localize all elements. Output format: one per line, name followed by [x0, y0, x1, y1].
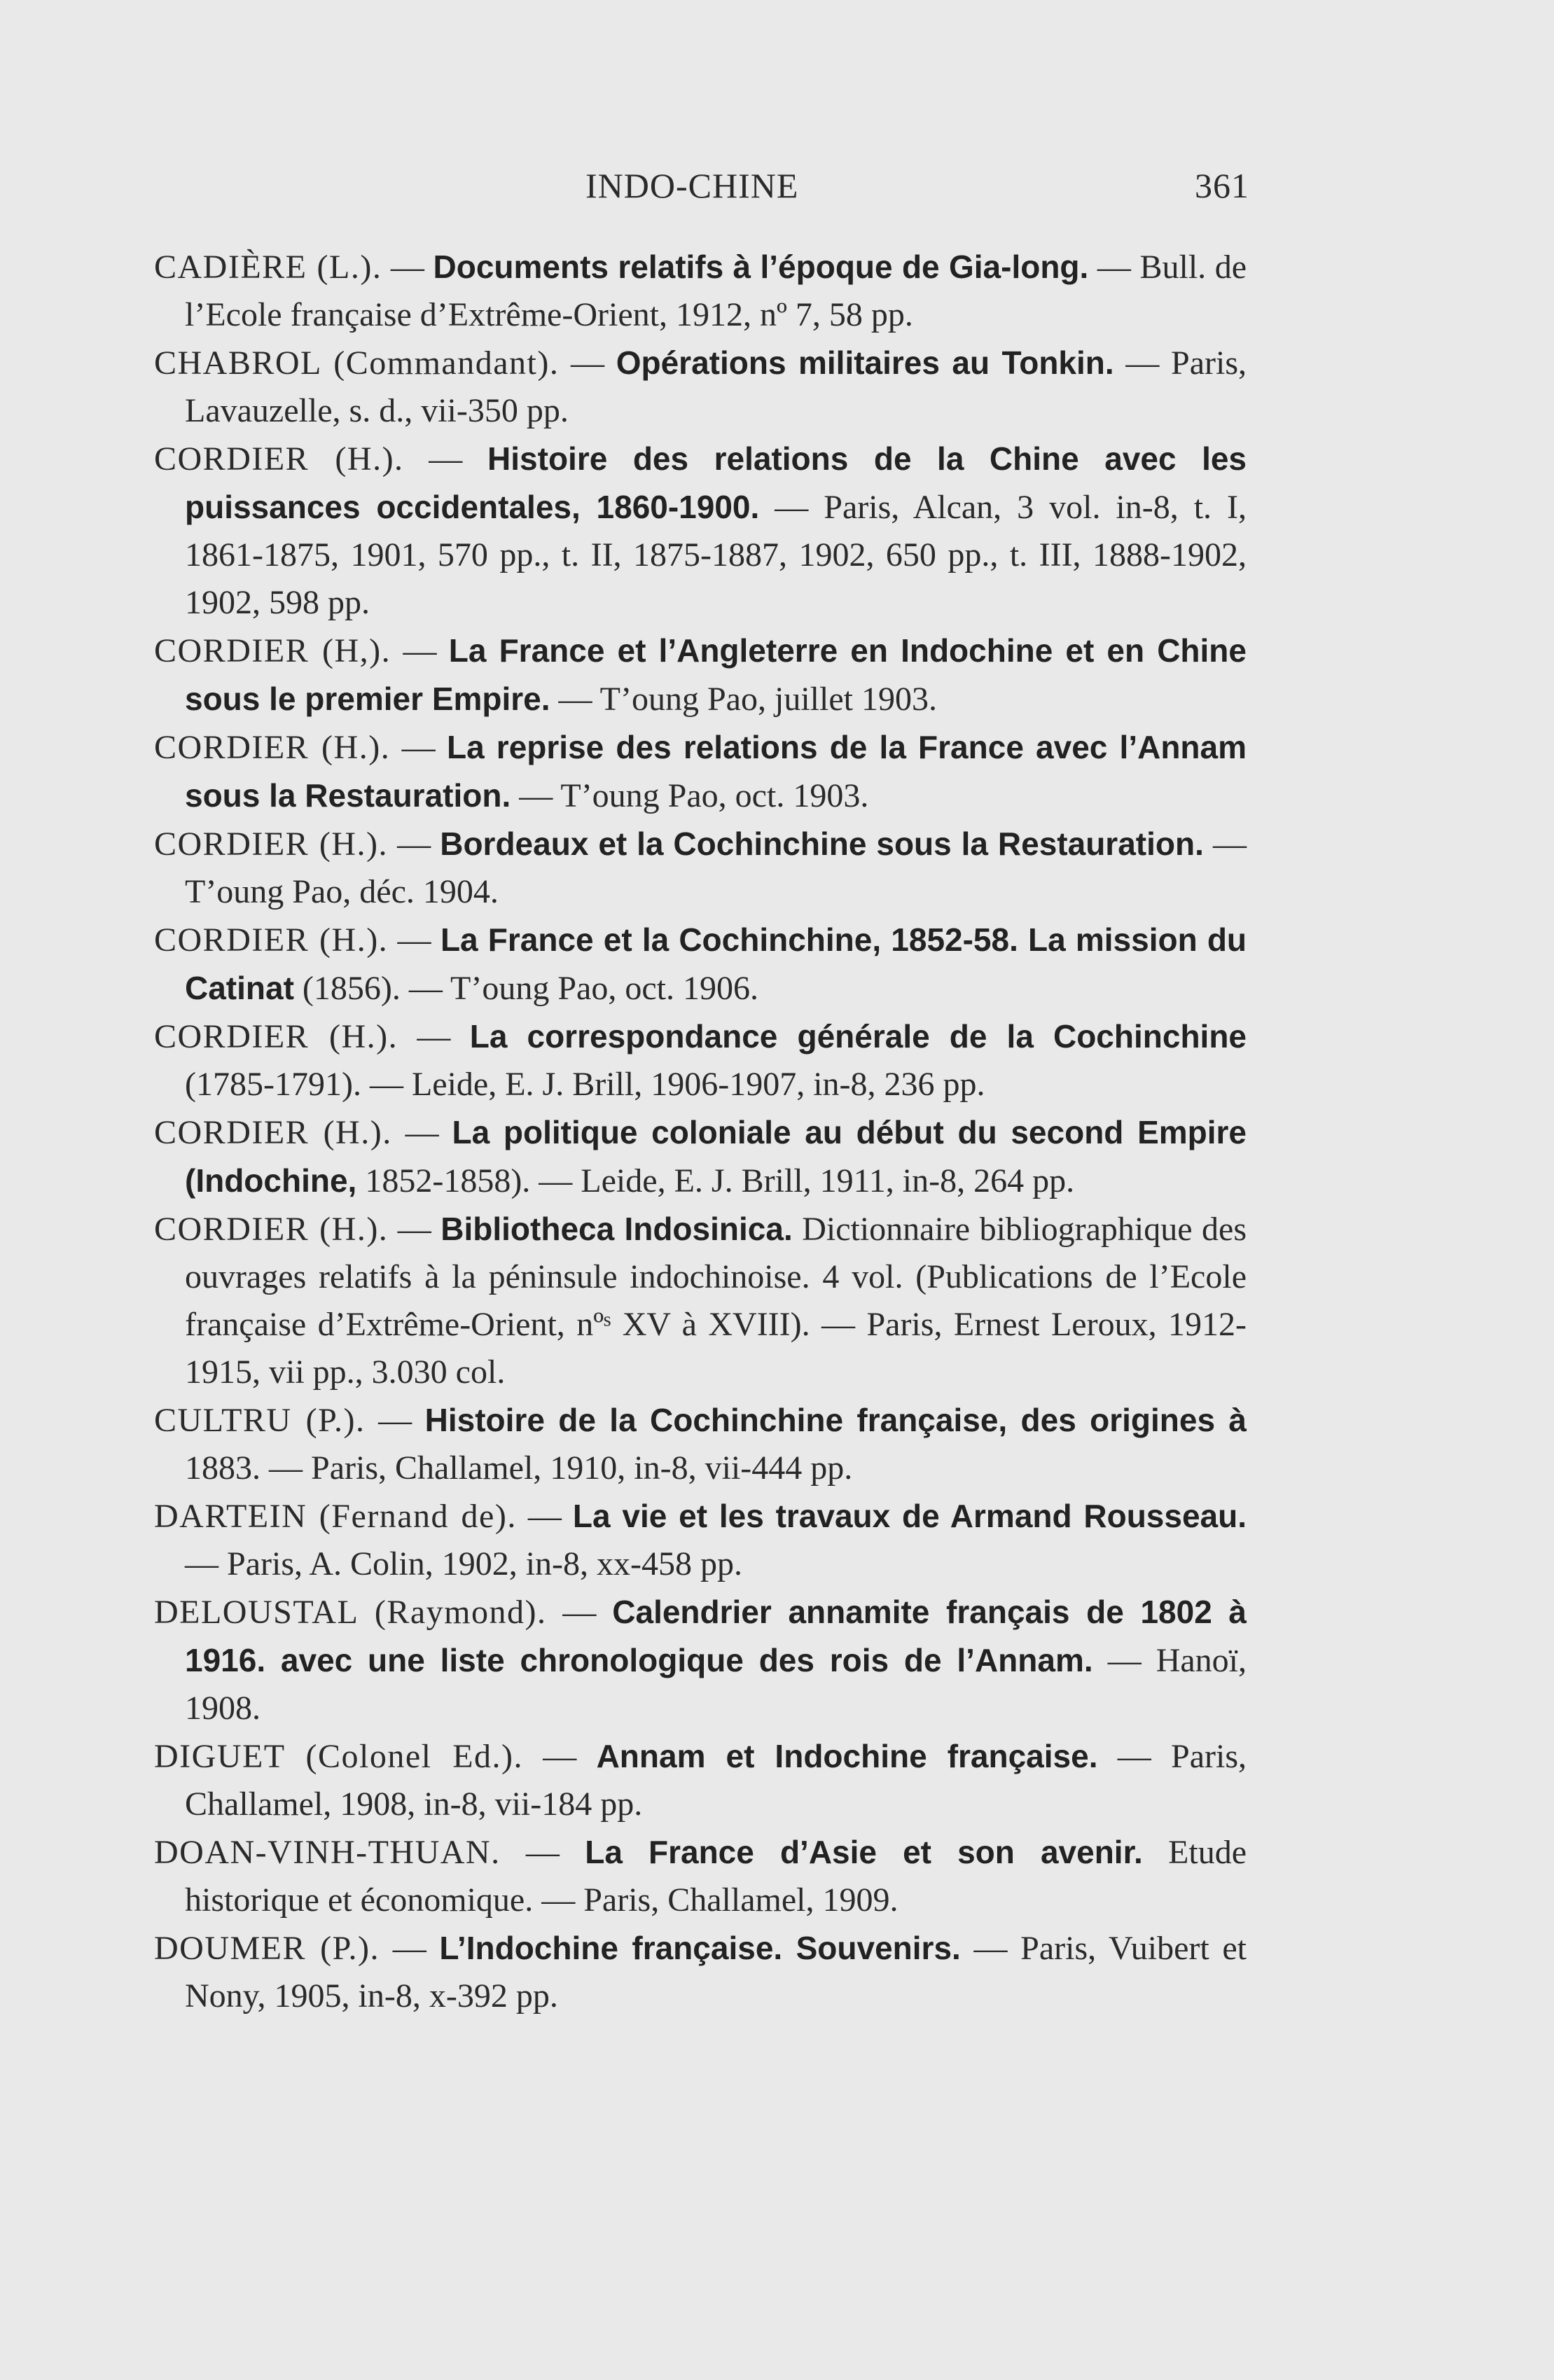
entry-author: CORDIER (H.).: [154, 440, 404, 478]
entry-publication: (1785-1791). — Leide, E. J. Brill, 1906-1907, in-8, 236 pp.: [185, 1066, 985, 1103]
entry-title: Opérations militaires au Tonkin.: [616, 345, 1114, 381]
entry-author: CORDIER (H.).: [154, 921, 389, 959]
entry-publication: — Paris, Challamel, 1908, in-8, vii-184 pp.: [185, 1738, 1247, 1823]
entry-author: CORDIER (H.).: [154, 826, 388, 863]
entry-publication: — T’oung Pao, déc. 1904.: [185, 826, 1247, 910]
entry-author: CULTRU (P.).: [154, 1402, 366, 1439]
entry-author: CORDIER (H.).: [154, 1018, 398, 1055]
entry-publication: — Paris, Lavauzelle, s. d., vii-350 pp.: [185, 345, 1247, 429]
entry-publication: — Paris, Vuibert et Nony, 1905, in-8, x-392 pp.: [185, 1930, 1247, 2014]
entry-publication: — Hanoï, 1908.: [185, 1642, 1247, 1727]
bibliography-entry: CORDIER (H.). — La France et la Cochinchine, 1852-58. La mission du Catinat (1856). — T’oung Pao, oct. 1906.: [154, 921, 1247, 1007]
entry-title: La correspondance générale de la Cochinchine: [469, 1018, 1247, 1055]
entry-publication: — Paris, Alcan, 3 vol. in-8, t. I, 1861-1875, 1901, 570 pp., t. II, 1875-1887, 1902, 650 pp., t. III, 1888-1902, 1902, 598 pp.: [185, 489, 1247, 621]
bibliography-entry: CULTRU (P.). — Histoire de la Cochinchine française, des origines à 1883. — Paris, Challamel, 1910, in-8, vii-444 pp.: [154, 1402, 1247, 1487]
entry-title: Documents relatifs à l’époque de Gia-long.: [433, 249, 1089, 285]
entry-author: CADIÈRE (L.).: [154, 249, 382, 286]
entry-title: La France et la Cochinchine, 1852-58. La mission du Catinat: [185, 921, 1247, 1006]
bibliography-entry: CHABROL (Commandant). — Opérations militaires au Tonkin. — Paris, Lavauzelle, s. d., vii-350 pp.: [154, 345, 1247, 429]
entry-title: La France et l’Angleterre en Indochine et en Chine sous le premier Empire.: [185, 632, 1247, 717]
entry-author: DELOUSTAL (Raymond).: [154, 1594, 547, 1631]
entry-publication: — Bull. de l’Ecole française d’Extrême-Orient, 1912, nº 7, 58 pp.: [185, 249, 1247, 333]
entry-author: CORDIER (H.).: [154, 729, 391, 766]
bibliography-list: [154, 243, 1247, 2020]
running-title: INDO-CHINE: [585, 166, 799, 205]
entry-title: Histoire des relations de la Chine avec les puissances occidentales, 1860-1900.: [185, 440, 1247, 525]
entry-publication: — Paris, A. Colin, 1902, in-8, xx-458 pp.: [185, 1545, 743, 1582]
entry-author: DIGUET (Colonel Ed.).: [154, 1738, 524, 1775]
bibliography-entry: CORDIER (H.). — La correspondance générale de la Cochinchine (1785-1791). — Leide, E. J. Brill, 1906-1907, in-8, 236 pp.: [154, 1018, 1247, 1103]
entry-publication: 1852-1858). — Leide, E. J. Brill, 1911, in-8, 264 pp.: [365, 1162, 1075, 1199]
entry-publication: (1856). — T’oung Pao, oct. 1906.: [302, 970, 758, 1007]
bibliography-entry: CORDIER (H,). — La France et l’Angleterre en Indochine et en Chine sous le premier Empire. — T’oung Pao, juillet 1903.: [154, 632, 1247, 718]
entry-title: La France d’Asie et son avenir.: [585, 1834, 1143, 1870]
entry-title: La politique coloniale au début du second Empire (Indochine,: [185, 1114, 1247, 1199]
bibliography-entry: DOAN-VINH-THUAN. — La France d’Asie et son avenir. Etude historique et économique. — Paris, Challamel, 1909.: [154, 1834, 1247, 1919]
entry-author: CORDIER (H.).: [154, 1114, 392, 1151]
entry-author: CHABROL (Commandant).: [154, 345, 560, 382]
entry-author: CORDIER (H.).: [154, 1211, 389, 1248]
page-number: 361: [1195, 166, 1249, 205]
entry-title: Histoire de la Cochinchine française, des origines à: [424, 1402, 1247, 1438]
entry-publication: — T’oung Pao, juillet 1903.: [558, 681, 937, 718]
entry-author: DOUMER (P.).: [154, 1930, 380, 1967]
entry-publication: Etude historique et économique. — Paris, Challamel, 1909.: [185, 1834, 1247, 1919]
entry-publication: Dictionnaire bibliographique des ouvrages relatifs à la péninsule indochinoise. 4 vol. (Publications de l’Ecole française d’Extrême-Orient, nºˢ XV à XVIII). — Paris, Ernest Leroux, 1912-1915, vii pp., 3.030 col.: [185, 1211, 1247, 1391]
bibliography-entry: DELOUSTAL (Raymond). — Calendrier annamite français de 1802 à 1916. avec une liste chronologique des rois de l’Annam. — Hanoï, 1908.: [154, 1594, 1247, 1727]
entry-publication: — T’oung Pao, oct. 1903.: [519, 777, 869, 814]
bibliography-entry: CADIÈRE (L.). — Documents relatifs à l’époque de Gia-long. — Bull. de l’Ecole française d’Extrême-Orient, 1912, nº 7, 58 pp.: [154, 249, 1247, 333]
entry-author: DOAN-VINH-THUAN.: [154, 1834, 501, 1871]
bibliography-entry: DARTEIN (Fernand de). — La vie et les travaux de Armand Rousseau. — Paris, A. Colin, 1902, in-8, xx-458 pp.: [154, 1498, 1247, 1582]
entry-title: Annam et Indochine française.: [596, 1738, 1098, 1774]
bibliography-entry: DOUMER (P.). — L’Indochine française. Souvenirs. — Paris, Vuibert et Nony, 1905, in-8, x-392 pp.: [154, 1930, 1247, 2014]
entry-title: La reprise des relations de la France avec l’Annam sous la Restauration.: [185, 729, 1247, 814]
running-head: [0, 165, 1554, 221]
bibliography-entry: DIGUET (Colonel Ed.). — Annam et Indochine française. — Paris, Challamel, 1908, in-8, vii-184 pp.: [154, 1738, 1247, 1823]
entry-title: Calendrier annamite français de 1802 à 1916. avec une liste chronologique des rois de l’Annam.: [185, 1594, 1247, 1678]
entry-title: La vie et les travaux de Armand Rousseau.: [572, 1498, 1247, 1534]
entry-author: CORDIER (H,).: [154, 632, 391, 669]
bibliography-entry: CORDIER (H.). — Histoire des relations de la Chine avec les puissances occidentales, 1860-1900. — Paris, Alcan, 3 vol. in-8, t. I, 1861-1875, 1901, 570 pp., t. II, 1875-1887, 1902, 650 pp., t. III, 1888-1902, 1902, 598 pp.: [154, 440, 1247, 621]
entry-title: Bordeaux et la Cochinchine sous la Restauration.: [440, 826, 1204, 862]
entry-title: L’Indochine française. Souvenirs.: [439, 1930, 961, 1966]
entry-publication: 1883. — Paris, Challamel, 1910, in-8, vii-444 pp.: [185, 1449, 853, 1487]
bibliography-entry: CORDIER (H.). — La reprise des relations de la France avec l’Annam sous la Restauration. — T’oung Pao, oct. 1903.: [154, 729, 1247, 814]
bibliography-entry: CORDIER (H.). — Bordeaux et la Cochinchine sous la Restauration. — T’oung Pao, déc. 1904.: [154, 826, 1247, 910]
entry-title: Bibliotheca Indosinica.: [440, 1211, 793, 1247]
bibliography-entry: CORDIER (H.). — Bibliotheca Indosinica. Dictionnaire bibliographique des ouvrages relatifs à la péninsule indochinoise. 4 vol. (Publications de l’Ecole française d’Extrême-Orient, nºˢ XV à XVIII). — Paris, Ernest Leroux, 1912-1915, vii pp., 3.030 col.: [154, 1211, 1247, 1391]
bibliography-entry: CORDIER (H.). — La politique coloniale au début du second Empire (Indochine, 1852-1858). — Leide, E. J. Brill, 1911, in-8, 264 pp.: [154, 1114, 1247, 1199]
entry-author: DARTEIN (Fernand de).: [154, 1498, 517, 1535]
